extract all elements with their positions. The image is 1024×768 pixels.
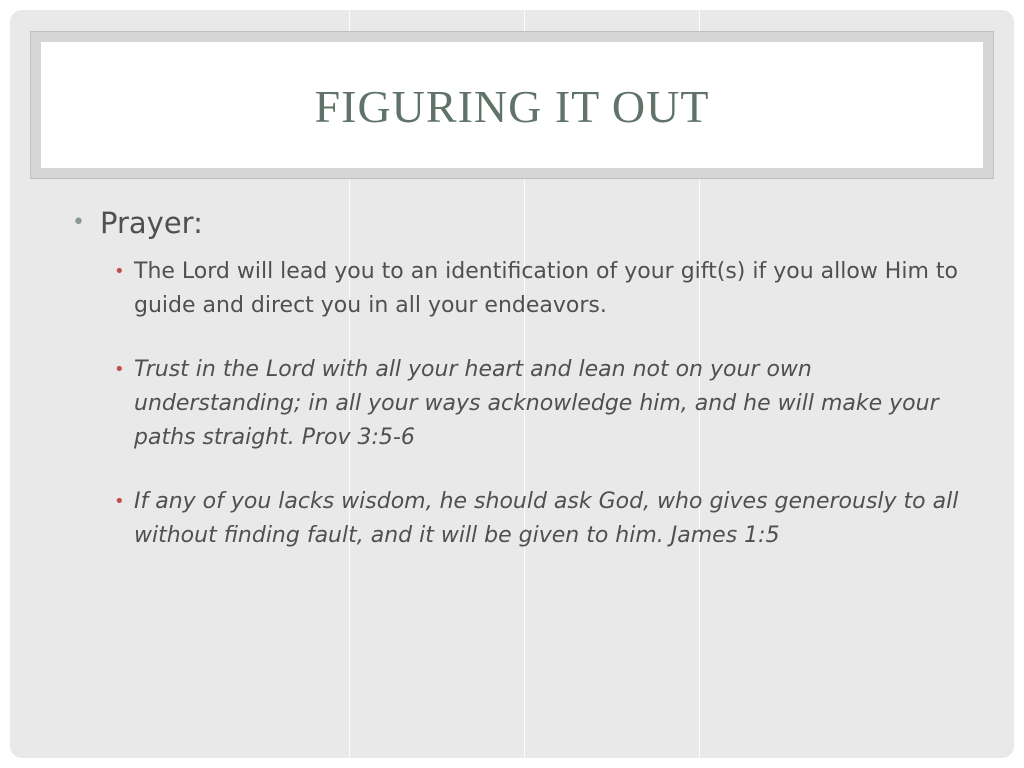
slide bbox=[10, 10, 1014, 758]
bullet-text: Prayer: bbox=[100, 206, 203, 240]
bullet-item bbox=[72, 203, 972, 243]
sub-bullet-item bbox=[72, 485, 972, 553]
sub-bullet-text: The Lord will lead you to an identification of your gift(s) if you allow Him to guide and direct you in all your endeavors. bbox=[134, 259, 958, 318]
sub-bullet-text: Trust in the Lord with all your heart and lean not on your own understanding; in all your ways acknowledge him, and he will make your paths straight. Prov 3:5-6 bbox=[134, 357, 939, 450]
sub-bullet-item bbox=[72, 353, 972, 455]
title-box bbox=[41, 42, 983, 168]
sub-bullet-dot-icon: • bbox=[114, 261, 125, 282]
sub-bullet-dot-icon: • bbox=[114, 359, 125, 380]
slide-title: FIGURING IT OUT bbox=[314, 80, 710, 132]
slide-content bbox=[72, 203, 972, 583]
sub-bullet-item bbox=[72, 255, 972, 323]
bullet-dot-icon: • bbox=[72, 210, 85, 235]
sub-bullet-text: If any of you lacks wisdom, he should ask God, who gives generously to all without finding fault, and it will be given to him. James 1:5 bbox=[134, 489, 959, 548]
sub-bullet-dot-icon: • bbox=[114, 491, 125, 512]
